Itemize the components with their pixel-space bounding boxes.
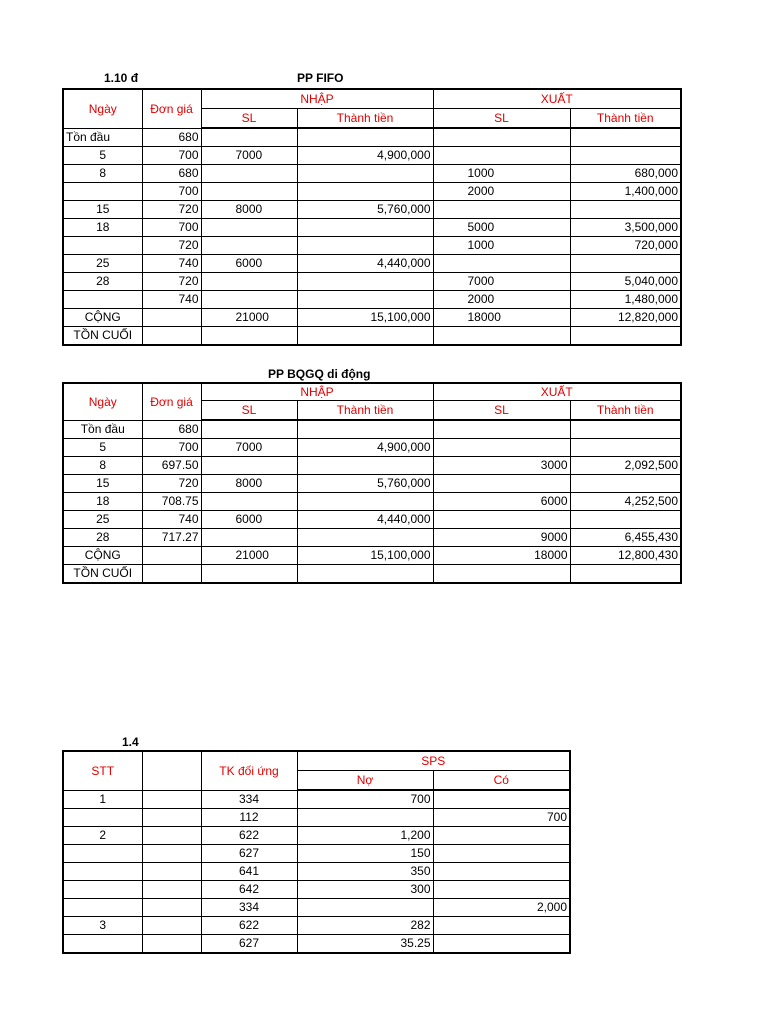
cell-nhap-thanh-tien: 4,440,000: [297, 255, 433, 273]
cell-xuat-sl: [433, 565, 570, 584]
cell-nhap-thanh-tien: [297, 183, 433, 201]
table-row: [63, 845, 570, 863]
cell-no: 350: [297, 863, 433, 881]
cell-xuat-thanh-tien: 2,092,500: [570, 457, 681, 475]
cell-nhap-sl: [201, 420, 297, 439]
cell-nhap-thanh-tien: [297, 327, 433, 346]
cell-ngay: Tồn đầu: [63, 420, 142, 439]
cell-ngay: Tồn đầu: [63, 128, 142, 147]
cell-nhap-sl: 7000: [201, 147, 297, 165]
table-row: [63, 237, 681, 255]
table-row: [63, 790, 570, 809]
cell-nhap-thanh-tien: [297, 219, 433, 237]
cell-xuat-sl: [433, 420, 570, 439]
header-nhap-sl: SL: [201, 109, 297, 129]
cell-no: [297, 899, 433, 917]
cell-nhap-sl: 6000: [201, 255, 297, 273]
cell-xuat-thanh-tien: 12,820,000: [570, 309, 681, 327]
cell-xuat-sl: 18000: [433, 309, 570, 327]
cell-xuat-thanh-tien: 1,480,000: [570, 291, 681, 309]
cell-blank: [142, 827, 201, 845]
cell-xuat-thanh-tien: [570, 511, 681, 529]
cell-co: 700: [433, 809, 570, 827]
header-nhap: NHẬP: [201, 383, 433, 401]
fifo-table: [62, 88, 682, 346]
cell-nhap-thanh-tien: [297, 529, 433, 547]
cell-stt: [63, 881, 142, 899]
cell-blank: [142, 790, 201, 809]
cell-nhap-thanh-tien: [297, 565, 433, 584]
cell-no: [297, 809, 433, 827]
cell-nhap-sl: 7000: [201, 439, 297, 457]
table-row: [63, 128, 681, 147]
cell-xuat-thanh-tien: 680,000: [570, 165, 681, 183]
cell-don-gia: 680: [142, 420, 201, 439]
cell-nhap-thanh-tien: 4,900,000: [297, 439, 433, 457]
header-xuat-sl: SL: [433, 109, 570, 129]
cell-ngay: 25: [63, 255, 142, 273]
cell-stt: [63, 845, 142, 863]
cell-ngay: CỘNG: [63, 309, 142, 327]
cell-xuat-sl: [433, 511, 570, 529]
cell-no: 700: [297, 790, 433, 809]
cell-nhap-thanh-tien: [297, 493, 433, 511]
cell-ngay: 28: [63, 273, 142, 291]
cell-ngay: 5: [63, 147, 142, 165]
header-sps: SPS: [297, 751, 570, 771]
cell-xuat-thanh-tien: [570, 475, 681, 493]
cell-ngay: 15: [63, 201, 142, 219]
cell-xuat-thanh-tien: 6,455,430: [570, 529, 681, 547]
cell-nhap-thanh-tien: [297, 237, 433, 255]
cell-nhap-thanh-tien: [297, 273, 433, 291]
header-nhap-thanh-tien: Thành tiền: [297, 109, 433, 129]
cell-nhap-sl: [201, 327, 297, 346]
header-xuat-sl: SL: [433, 401, 570, 421]
table-row: [63, 511, 681, 529]
cell-tk-doi-ung: 622: [201, 917, 297, 935]
cell-co: 2,000: [433, 899, 570, 917]
cell-co: [433, 917, 570, 935]
cell-xuat-sl: 1000: [433, 165, 570, 183]
header-blank: [142, 751, 201, 790]
cell-co: [433, 827, 570, 845]
cell-xuat-thanh-tien: [570, 420, 681, 439]
cell-tk-doi-ung: 622: [201, 827, 297, 845]
header-xuat: XUẤT: [433, 383, 681, 401]
table-row: [63, 219, 681, 237]
cell-blank: [142, 863, 201, 881]
cell-xuat-sl: 7000: [433, 273, 570, 291]
cell-no: 300: [297, 881, 433, 899]
cell-ngay: [63, 291, 142, 309]
cell-don-gia: 708.75: [142, 493, 201, 511]
cell-stt: [63, 809, 142, 827]
cell-stt: [63, 899, 142, 917]
cell-ngay: 8: [63, 457, 142, 475]
cell-don-gia: 740: [142, 511, 201, 529]
header-tk-doi-ung: TK đối ứng: [201, 751, 297, 790]
fifo-heading-left: 1.10 đ: [104, 71, 139, 85]
cell-don-gia: 680: [142, 165, 201, 183]
cell-tk-doi-ung: 627: [201, 935, 297, 954]
header-xuat-thanh-tien: Thành tiền: [570, 109, 681, 129]
cell-don-gia: 740: [142, 255, 201, 273]
cell-co: [433, 881, 570, 899]
table-row: [63, 420, 681, 439]
table-row: [63, 547, 681, 565]
cell-xuat-sl: 3000: [433, 457, 570, 475]
cell-xuat-sl: 18000: [433, 547, 570, 565]
cell-don-gia: [142, 565, 201, 584]
cell-nhap-thanh-tien: [297, 457, 433, 475]
cell-nhap-thanh-tien: [297, 291, 433, 309]
cell-nhap-sl: 21000: [201, 547, 297, 565]
cell-co: [433, 935, 570, 954]
header-don-gia: Đơn giá: [142, 383, 201, 420]
table-row: [63, 201, 681, 219]
cell-xuat-thanh-tien: [570, 327, 681, 346]
cell-tk-doi-ung: 112: [201, 809, 297, 827]
cell-don-gia: 717.27: [142, 529, 201, 547]
cell-nhap-sl: [201, 183, 297, 201]
cell-ngay: 5: [63, 439, 142, 457]
cell-ngay: 18: [63, 219, 142, 237]
cell-co: [433, 790, 570, 809]
cell-xuat-thanh-tien: [570, 147, 681, 165]
header-nhap-sl: SL: [201, 401, 297, 421]
cell-xuat-sl: [433, 439, 570, 457]
cell-don-gia: 700: [142, 147, 201, 165]
cell-don-gia: [142, 309, 201, 327]
cell-tk-doi-ung: 641: [201, 863, 297, 881]
cell-nhap-sl: [201, 165, 297, 183]
table-row: [63, 493, 681, 511]
header-no: Nợ: [297, 771, 433, 791]
cell-nhap-sl: 8000: [201, 201, 297, 219]
cell-nhap-thanh-tien: 5,760,000: [297, 475, 433, 493]
cell-don-gia: 720: [142, 237, 201, 255]
cell-nhap-sl: [201, 493, 297, 511]
cell-ngay: 25: [63, 511, 142, 529]
table-row: [63, 255, 681, 273]
header-ngay: Ngày: [63, 383, 142, 420]
table-row: [63, 183, 681, 201]
cell-tk-doi-ung: 627: [201, 845, 297, 863]
cell-ngay: [63, 237, 142, 255]
cell-xuat-thanh-tien: 12,800,430: [570, 547, 681, 565]
table-row: [63, 565, 681, 584]
cell-don-gia: 700: [142, 219, 201, 237]
cell-no: 35.25: [297, 935, 433, 954]
cell-blank: [142, 917, 201, 935]
cell-blank: [142, 881, 201, 899]
cell-xuat-thanh-tien: [570, 565, 681, 584]
cell-nhap-sl: [201, 128, 297, 147]
cell-nhap-sl: 21000: [201, 309, 297, 327]
cell-don-gia: 700: [142, 439, 201, 457]
cell-nhap-sl: [201, 457, 297, 475]
cell-xuat-thanh-tien: 1,400,000: [570, 183, 681, 201]
header-xuat-thanh-tien: Thành tiền: [570, 401, 681, 421]
cell-xuat-thanh-tien: [570, 255, 681, 273]
cell-blank: [142, 809, 201, 827]
cell-xuat-sl: [433, 255, 570, 273]
cell-xuat-sl: 2000: [433, 291, 570, 309]
table-row: [63, 291, 681, 309]
cell-xuat-sl: 5000: [433, 219, 570, 237]
cell-tk-doi-ung: 334: [201, 899, 297, 917]
cell-stt: [63, 935, 142, 954]
cell-ngay: 15: [63, 475, 142, 493]
cell-ngay: 28: [63, 529, 142, 547]
cell-nhap-sl: [201, 565, 297, 584]
cell-don-gia: 720: [142, 475, 201, 493]
cell-xuat-sl: [433, 128, 570, 147]
cell-ngay: 8: [63, 165, 142, 183]
cell-nhap-sl: [201, 291, 297, 309]
cell-nhap-sl: 8000: [201, 475, 297, 493]
cell-don-gia: 720: [142, 273, 201, 291]
cell-ngay: CỘNG: [63, 547, 142, 565]
cell-xuat-thanh-tien: 5,040,000: [570, 273, 681, 291]
cell-nhap-thanh-tien: 5,760,000: [297, 201, 433, 219]
table-row: [63, 899, 570, 917]
cell-don-gia: 680: [142, 128, 201, 147]
cell-xuat-thanh-tien: 720,000: [570, 237, 681, 255]
cell-don-gia: [142, 547, 201, 565]
cell-don-gia: [142, 327, 201, 346]
cell-stt: 2: [63, 827, 142, 845]
table-row: [63, 439, 681, 457]
fifo-heading-title: PP FIFO: [297, 71, 344, 85]
table-row: [63, 309, 681, 327]
table-row: [63, 809, 570, 827]
cell-nhap-thanh-tien: [297, 128, 433, 147]
cell-xuat-sl: [433, 147, 570, 165]
cell-stt: 1: [63, 790, 142, 809]
cell-blank: [142, 935, 201, 954]
sps-heading-left: 1.4: [122, 735, 139, 749]
cell-nhap-thanh-tien: 4,440,000: [297, 511, 433, 529]
cell-blank: [142, 899, 201, 917]
table-row: [63, 529, 681, 547]
cell-no: 282: [297, 917, 433, 935]
bqgq-table: [62, 382, 682, 584]
cell-stt: 3: [63, 917, 142, 935]
table-row: [63, 827, 570, 845]
cell-no: 1,200: [297, 827, 433, 845]
cell-nhap-thanh-tien: [297, 420, 433, 439]
cell-nhap-sl: [201, 219, 297, 237]
cell-xuat-sl: 1000: [433, 237, 570, 255]
cell-xuat-thanh-tien: [570, 128, 681, 147]
cell-xuat-thanh-tien: 4,252,500: [570, 493, 681, 511]
table-row: [63, 273, 681, 291]
cell-tk-doi-ung: 642: [201, 881, 297, 899]
cell-xuat-sl: [433, 327, 570, 346]
cell-xuat-sl: 2000: [433, 183, 570, 201]
table-row: [63, 327, 681, 346]
cell-nhap-thanh-tien: [297, 165, 433, 183]
cell-ngay: 18: [63, 493, 142, 511]
table-row: [63, 881, 570, 899]
header-nhap-thanh-tien: Thành tiền: [297, 401, 433, 421]
cell-don-gia: 740: [142, 291, 201, 309]
cell-ngay: TỒN CUỐI: [63, 327, 142, 346]
cell-xuat-sl: 6000: [433, 493, 570, 511]
cell-blank: [142, 845, 201, 863]
cell-xuat-sl: [433, 475, 570, 493]
cell-tk-doi-ung: 334: [201, 790, 297, 809]
cell-co: [433, 863, 570, 881]
sps-table: [62, 750, 571, 954]
cell-don-gia: 700: [142, 183, 201, 201]
cell-xuat-sl: 9000: [433, 529, 570, 547]
header-co: Có: [433, 771, 570, 791]
table-row: [63, 935, 570, 954]
cell-stt: [63, 863, 142, 881]
cell-nhap-sl: [201, 273, 297, 291]
header-nhap: NHẬP: [201, 89, 433, 109]
cell-don-gia: 720: [142, 201, 201, 219]
bqgq-heading-title: PP BQGQ di động: [268, 367, 371, 381]
cell-xuat-thanh-tien: 3,500,000: [570, 219, 681, 237]
cell-xuat-thanh-tien: [570, 201, 681, 219]
header-ngay: Ngày: [63, 89, 142, 128]
cell-xuat-thanh-tien: [570, 439, 681, 457]
table-row: [63, 863, 570, 881]
header-stt: STT: [63, 751, 142, 790]
cell-nhap-thanh-tien: 4,900,000: [297, 147, 433, 165]
table-row: [63, 147, 681, 165]
header-xuat: XUẤT: [433, 89, 681, 109]
cell-nhap-sl: 6000: [201, 511, 297, 529]
cell-nhap-thanh-tien: 15,100,000: [297, 309, 433, 327]
cell-nhap-sl: [201, 237, 297, 255]
cell-don-gia: 697.50: [142, 457, 201, 475]
table-row: [63, 165, 681, 183]
cell-no: 150: [297, 845, 433, 863]
table-row: [63, 917, 570, 935]
table-row: [63, 475, 681, 493]
cell-xuat-sl: [433, 201, 570, 219]
cell-nhap-sl: [201, 529, 297, 547]
cell-co: [433, 845, 570, 863]
table-row: [63, 457, 681, 475]
header-don-gia: Đơn giá: [142, 89, 201, 128]
cell-nhap-thanh-tien: 15,100,000: [297, 547, 433, 565]
cell-ngay: TỒN CUỐI: [63, 565, 142, 584]
cell-ngay: [63, 183, 142, 201]
